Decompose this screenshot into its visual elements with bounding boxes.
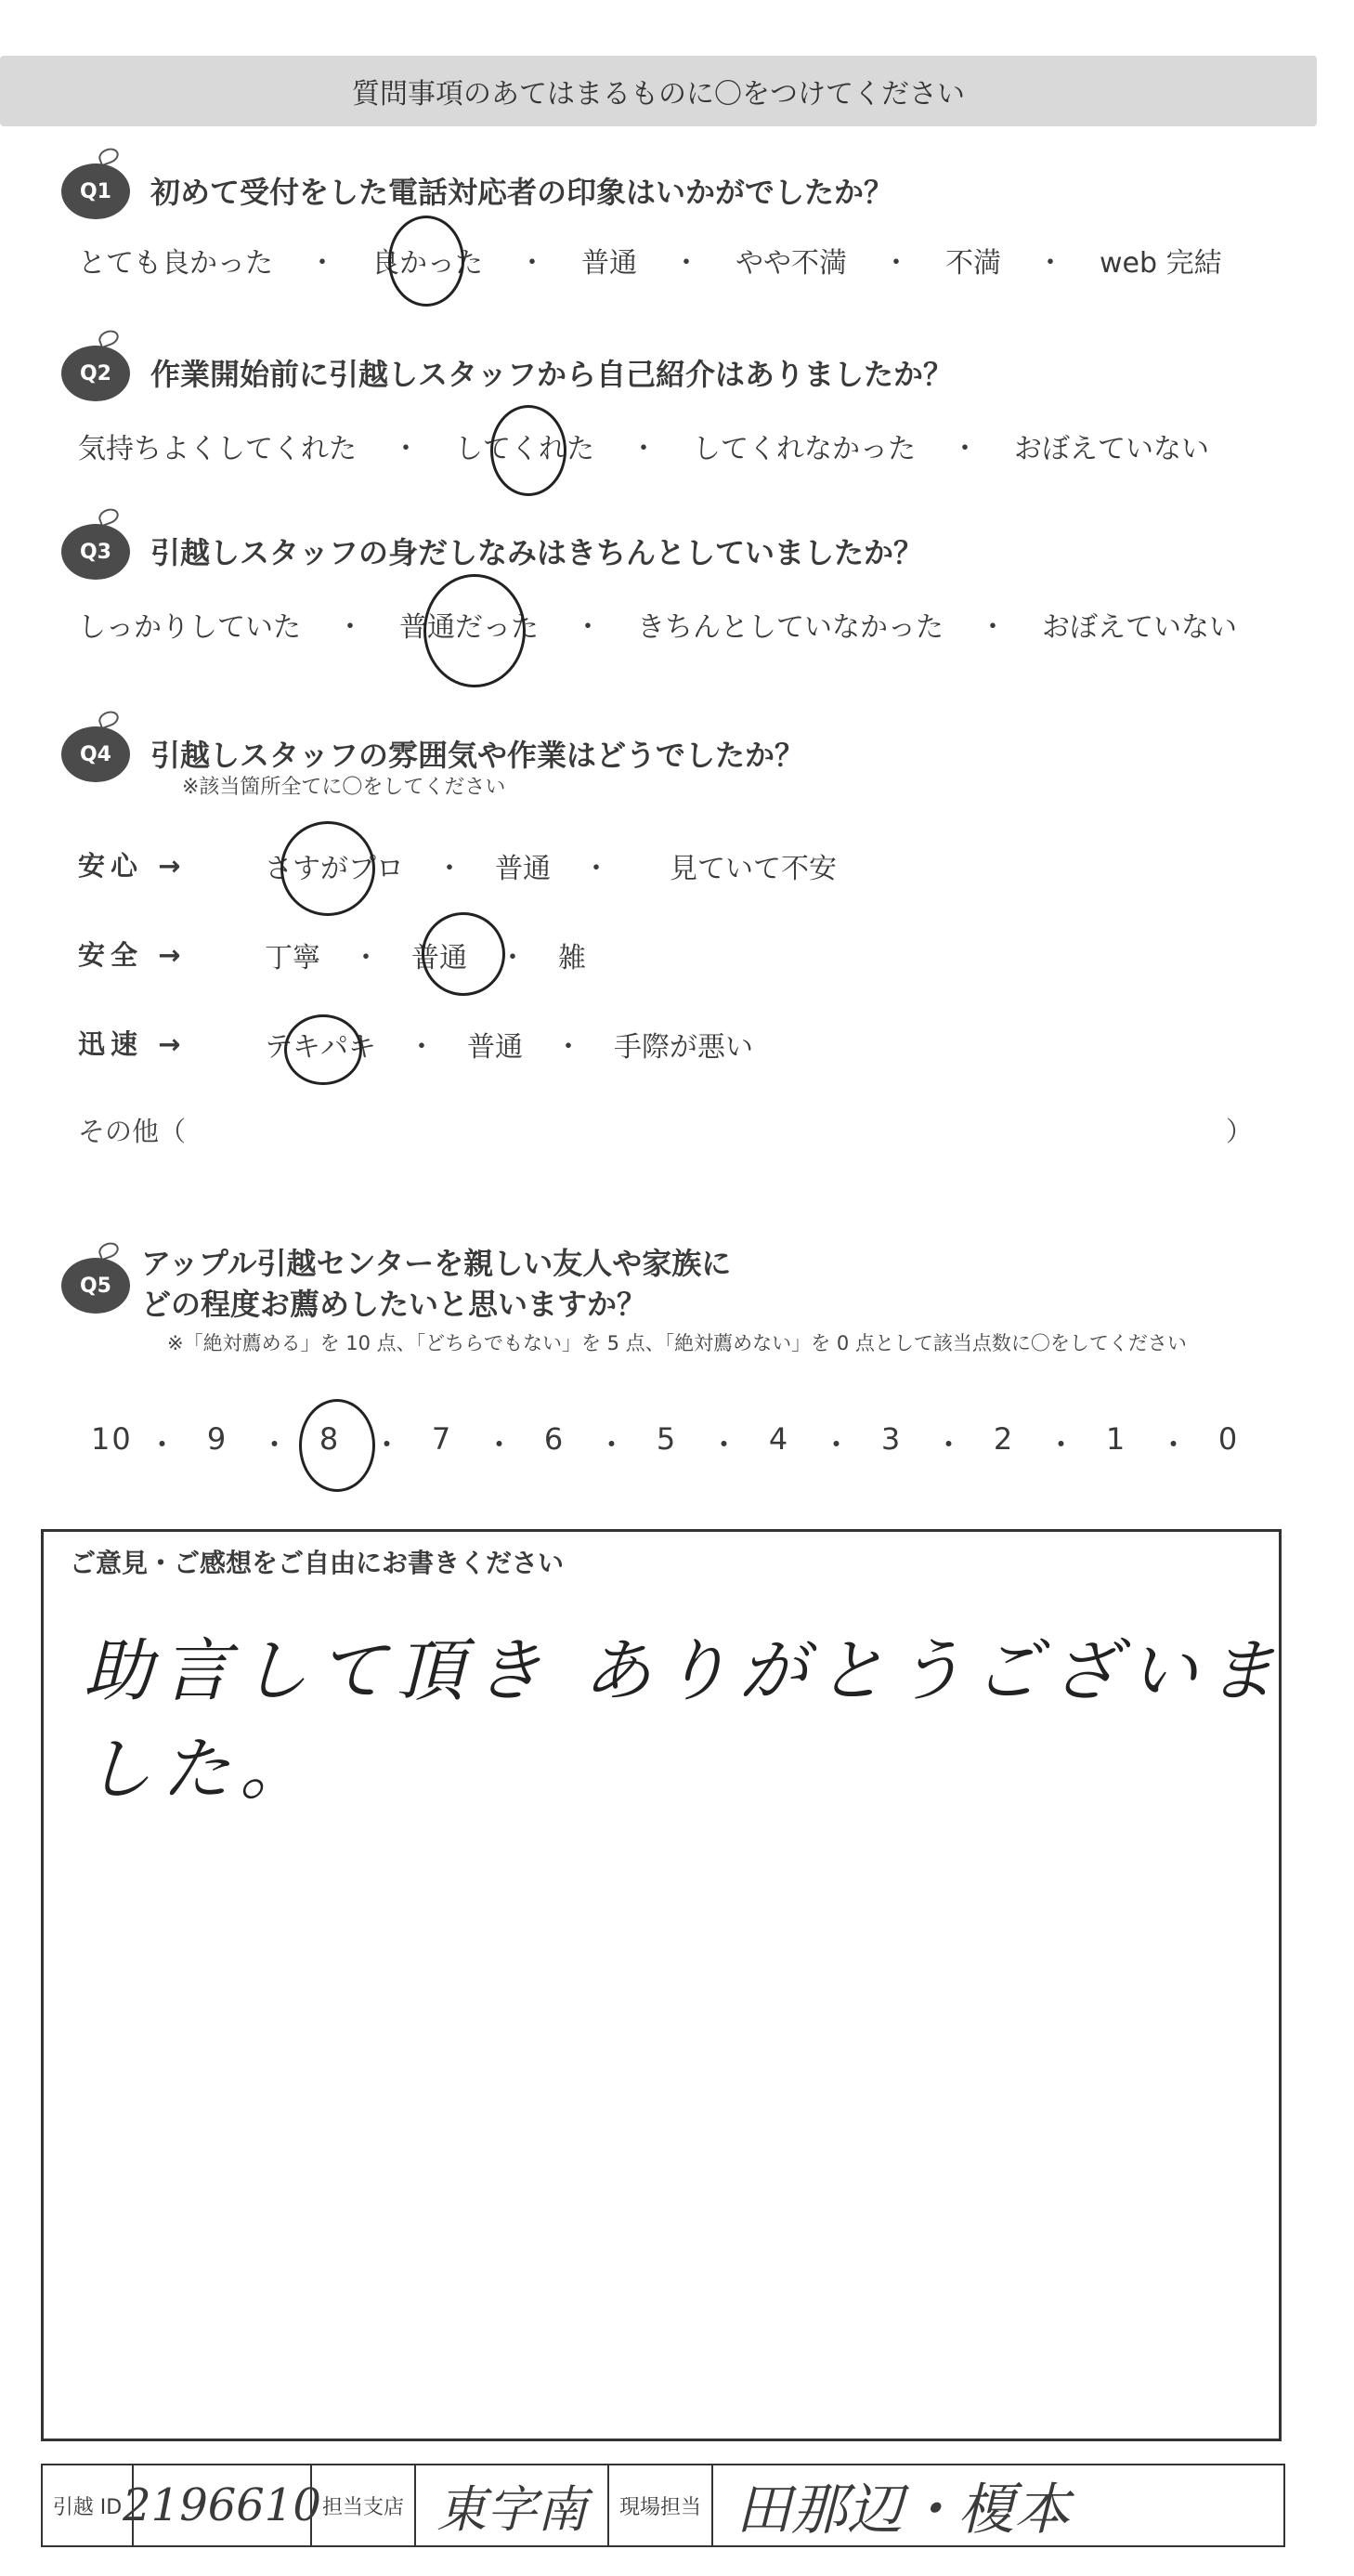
q4-row-options: テキパキ ・ 普通 ・ 手際が悪い bbox=[265, 1024, 753, 1065]
q4-option[interactable]: 普通 bbox=[411, 942, 467, 974]
q5-title-line2: どの程度お薦めしたいと思いますか？ bbox=[141, 1287, 647, 1322]
apple-badge-icon: Q4 bbox=[61, 723, 134, 788]
q1-option[interactable]: 不満 bbox=[945, 247, 1001, 280]
hand-circle-mark bbox=[299, 1399, 375, 1492]
q3-title: 引越しスタッフの身だしなみはきちんとしていましたか？ bbox=[150, 535, 924, 570]
score-option[interactable]: 9 bbox=[206, 1421, 228, 1457]
q4-row-options: さすがプロ ・ 普通 ・ 見ていて不安 bbox=[265, 845, 837, 886]
q3-option[interactable]: 普通だった bbox=[399, 611, 539, 644]
hand-circle-mark bbox=[422, 912, 505, 996]
hand-circle-mark bbox=[284, 1014, 362, 1085]
q2-option[interactable]: してくれた bbox=[455, 433, 594, 465]
q2-option[interactable]: 気持ちよくしてくれた bbox=[78, 433, 357, 465]
q4-other-close: ） bbox=[1226, 1116, 1254, 1147]
score-option[interactable]: 3 bbox=[880, 1421, 903, 1457]
q4-option[interactable]: 雑 bbox=[558, 942, 586, 974]
q4-note: ※該当箇所全てに〇をしてください bbox=[182, 776, 506, 799]
q3-options: しっかりしていた ・ 普通だった ・ きちんとしていなかった ・ おぼえていない bbox=[78, 604, 1317, 645]
q2-option[interactable]: してくれなかった bbox=[693, 433, 916, 465]
q4-title: 引越しスタッフの雰囲気や作業はどうでしたか？ bbox=[150, 738, 805, 773]
q1-options: とても良かった ・ 良かった ・ 普通 ・ やや不満 ・ 不満 ・ web 完結 bbox=[78, 240, 1317, 281]
q1-heading bbox=[61, 160, 893, 225]
q4-option[interactable]: 手際が悪い bbox=[614, 1031, 753, 1064]
hand-circle-mark bbox=[388, 216, 464, 307]
q4-option[interactable]: さすがプロ bbox=[265, 853, 404, 885]
branch-value: 東字南 bbox=[416, 2465, 609, 2545]
q3-option[interactable]: きちんとしていなかった bbox=[637, 611, 944, 644]
q4-option[interactable]: 普通 bbox=[467, 1031, 523, 1064]
hand-circle-mark bbox=[280, 821, 375, 916]
q1-option[interactable]: web 完結 bbox=[1100, 247, 1222, 280]
staff-label: 現場担当 bbox=[609, 2465, 713, 2545]
score-option[interactable]: 4 bbox=[768, 1421, 790, 1457]
q1-option[interactable]: 普通 bbox=[581, 247, 637, 280]
q1-title: 初めて受付をした電話対応者の印象はいかがでしたか？ bbox=[150, 175, 894, 210]
score-option[interactable]: 0 bbox=[1217, 1421, 1240, 1457]
apple-badge-icon: Q2 bbox=[61, 342, 134, 407]
q4-other-label: その他（ bbox=[78, 1116, 187, 1147]
score-option[interactable]: 5 bbox=[656, 1421, 678, 1457]
q5-score-scale: 10 ・ 9 ・ 8 ・ 7 ・ 6 ・ 5 ・ 4 ・ 3 ・ 2 ・ 1 ・ 0 bbox=[91, 1421, 1243, 1464]
comments-label: ご意見・ご感想をご自由にお書きください bbox=[70, 1548, 565, 1578]
q4-option[interactable]: 普通 bbox=[495, 853, 551, 885]
q1-option[interactable]: とても良かった bbox=[78, 247, 273, 280]
q3-heading bbox=[61, 520, 923, 585]
q3-option[interactable]: おぼえていない bbox=[1042, 611, 1237, 644]
q4-row-label: 安心 → bbox=[78, 850, 187, 882]
id-value: 2196610 bbox=[134, 2465, 312, 2545]
q4-row-label: 迅速 → bbox=[78, 1028, 187, 1060]
apple-badge-icon: Q5 bbox=[61, 1254, 134, 1319]
apple-badge-icon: Q1 bbox=[61, 160, 134, 225]
q5-note: ※「絶対薦める」を 10 点、「どちらでもない」を 5 点、「絶対薦めない」を 0 点として該当点数に〇をしてください bbox=[167, 1332, 1187, 1354]
score-option[interactable]: 1 bbox=[1105, 1421, 1127, 1457]
q1-option[interactable]: やや不満 bbox=[736, 247, 847, 280]
q4-option[interactable]: 丁寧 bbox=[265, 942, 320, 974]
q4-row-label: 安全 → bbox=[78, 939, 187, 971]
q4-option[interactable]: 見ていて不安 bbox=[670, 853, 837, 885]
score-option[interactable]: 2 bbox=[993, 1421, 1015, 1457]
q5-heading bbox=[61, 1245, 731, 1323]
hand-circle-mark bbox=[423, 574, 526, 687]
hand-circle-mark bbox=[490, 405, 566, 496]
q2-title: 作業開始前に引越しスタッフから自己紹介はありましたか？ bbox=[150, 357, 954, 392]
score-option[interactable]: 7 bbox=[431, 1421, 453, 1457]
q2-options: 気持ちよくしてくれた ・ してくれた ・ してくれなかった ・ おぼえていない bbox=[78, 425, 1317, 466]
footer-table bbox=[41, 2464, 1285, 2547]
q3-option[interactable]: しっかりしていた bbox=[78, 611, 301, 644]
q1-option[interactable]: 良かった bbox=[371, 247, 483, 280]
page-title: 質問事項のあてはまるものに〇をつけてください bbox=[0, 56, 1317, 126]
score-option[interactable]: 10 bbox=[91, 1421, 133, 1457]
q4-row-options: 丁寧 ・ 普通 ・ 雑 bbox=[265, 935, 586, 975]
q4-option[interactable]: テキパキ bbox=[265, 1031, 376, 1064]
q2-option[interactable]: おぼえていない bbox=[1014, 433, 1209, 465]
apple-badge-icon: Q3 bbox=[61, 520, 134, 585]
score-option[interactable]: 6 bbox=[543, 1421, 566, 1457]
staff-value: 田那辺・榎本 bbox=[736, 2478, 1070, 2543]
q2-heading bbox=[61, 342, 953, 407]
branch-label: 担当支店 bbox=[312, 2465, 416, 2545]
score-option[interactable]: 8 bbox=[319, 1421, 341, 1457]
handwritten-comment: 助言して頂き ありがとうございました。 bbox=[84, 1631, 1285, 1810]
id-label: 引越 ID bbox=[43, 2465, 134, 2545]
q5-title-line1: アップル引越センターを親しい友人や家族に bbox=[141, 1246, 732, 1281]
